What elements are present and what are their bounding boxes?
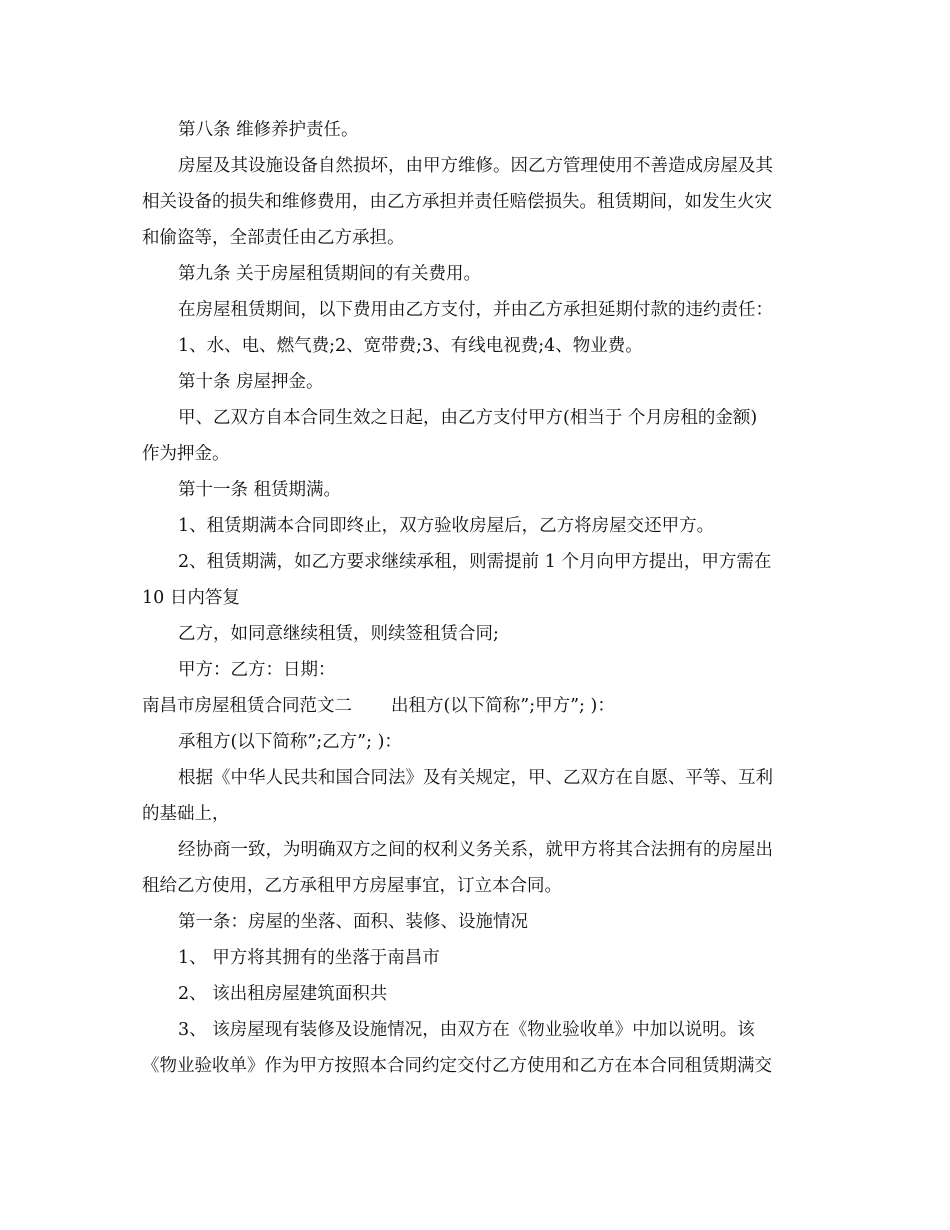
paragraph-line: 经协商一致，为明确双方之间的权利义务关系，就甲方将其合法拥有的房屋出 [178, 840, 773, 860]
article-10-heading: 第十条 房屋押金。 [178, 372, 324, 392]
paragraph-line: 在房屋租赁期间，以下费用由乙方支付，并由乙方承担延期付款的违约责任： [178, 300, 773, 320]
paragraph-line: 租给乙方使用，乙方承租甲方房屋事宜，订立本合同。 [142, 876, 562, 896]
article-8-heading: 第八条 维修养护责任。 [178, 120, 359, 140]
paragraph-line: 相关设备的损失和维修费用，由乙方承担并责任赔偿损失。租赁期间，如发生火灾 [142, 192, 772, 212]
section-title-line: 南昌市房屋租赁合同范文二 出租方(以下简称”;甲方”; )： [142, 696, 615, 716]
paragraph-line: 的基础上， [142, 804, 230, 824]
paragraph-line: 1、 甲方将其拥有的坐落于南昌市 [178, 948, 440, 968]
paragraph-line: 2、 该出租房屋建筑面积共 [178, 984, 388, 1004]
paragraph-line: 作为押金。 [142, 444, 230, 464]
signature-line: 甲方：乙方：日期： [178, 660, 336, 680]
article-9-heading: 第九条 关于房屋租赁期间的有关费用。 [178, 264, 482, 284]
paragraph-line: 1、水、电、燃气费;2、宽带费;3、有线电视费;4、物业费。 [178, 336, 643, 356]
paragraph-line: 甲、乙双方自本合同生效之日起，由乙方支付甲方(相当于 个月房租的金额) [178, 408, 758, 428]
article-11-heading: 第十一条 租赁期满。 [178, 480, 342, 500]
paragraph-line: 房屋及其设施设备自然损坏，由甲方维修。因乙方管理使用不善造成房屋及其 [178, 156, 773, 176]
paragraph-line: 1、租赁期满本合同即终止，双方验收房屋后，乙方将房屋交还甲方。 [178, 516, 715, 536]
paragraph-line: 《物业验收单》作为甲方按照本合同约定交付乙方使用和乙方在本合同租赁期满交 [142, 1056, 772, 1076]
paragraph-line: 承租方(以下简称”;乙方”; )： [178, 732, 402, 752]
paragraph-line: 和偷盗等，全部责任由乙方承担。 [142, 228, 405, 248]
paragraph-line: 根据《中华人民共和国合同法》及有关规定，甲、乙双方在自愿、平等、互利 [178, 768, 773, 788]
paragraph-line: 2、租赁期满，如乙方要求继续承租，则需提前 1 个月向甲方提出，甲方需在 [178, 552, 772, 572]
article-1-heading: 第一条：房屋的坐落、面积、装修、设施情况 [178, 912, 528, 932]
paragraph-line: 3、 该房屋现有装修及设施情况，由双方在《物业验收单》中加以说明。该 [178, 1020, 755, 1040]
paragraph-line: 乙方，如同意继续租赁，则续签租赁合同; [178, 624, 499, 644]
paragraph-line: 10 日内答复 [142, 588, 240, 608]
